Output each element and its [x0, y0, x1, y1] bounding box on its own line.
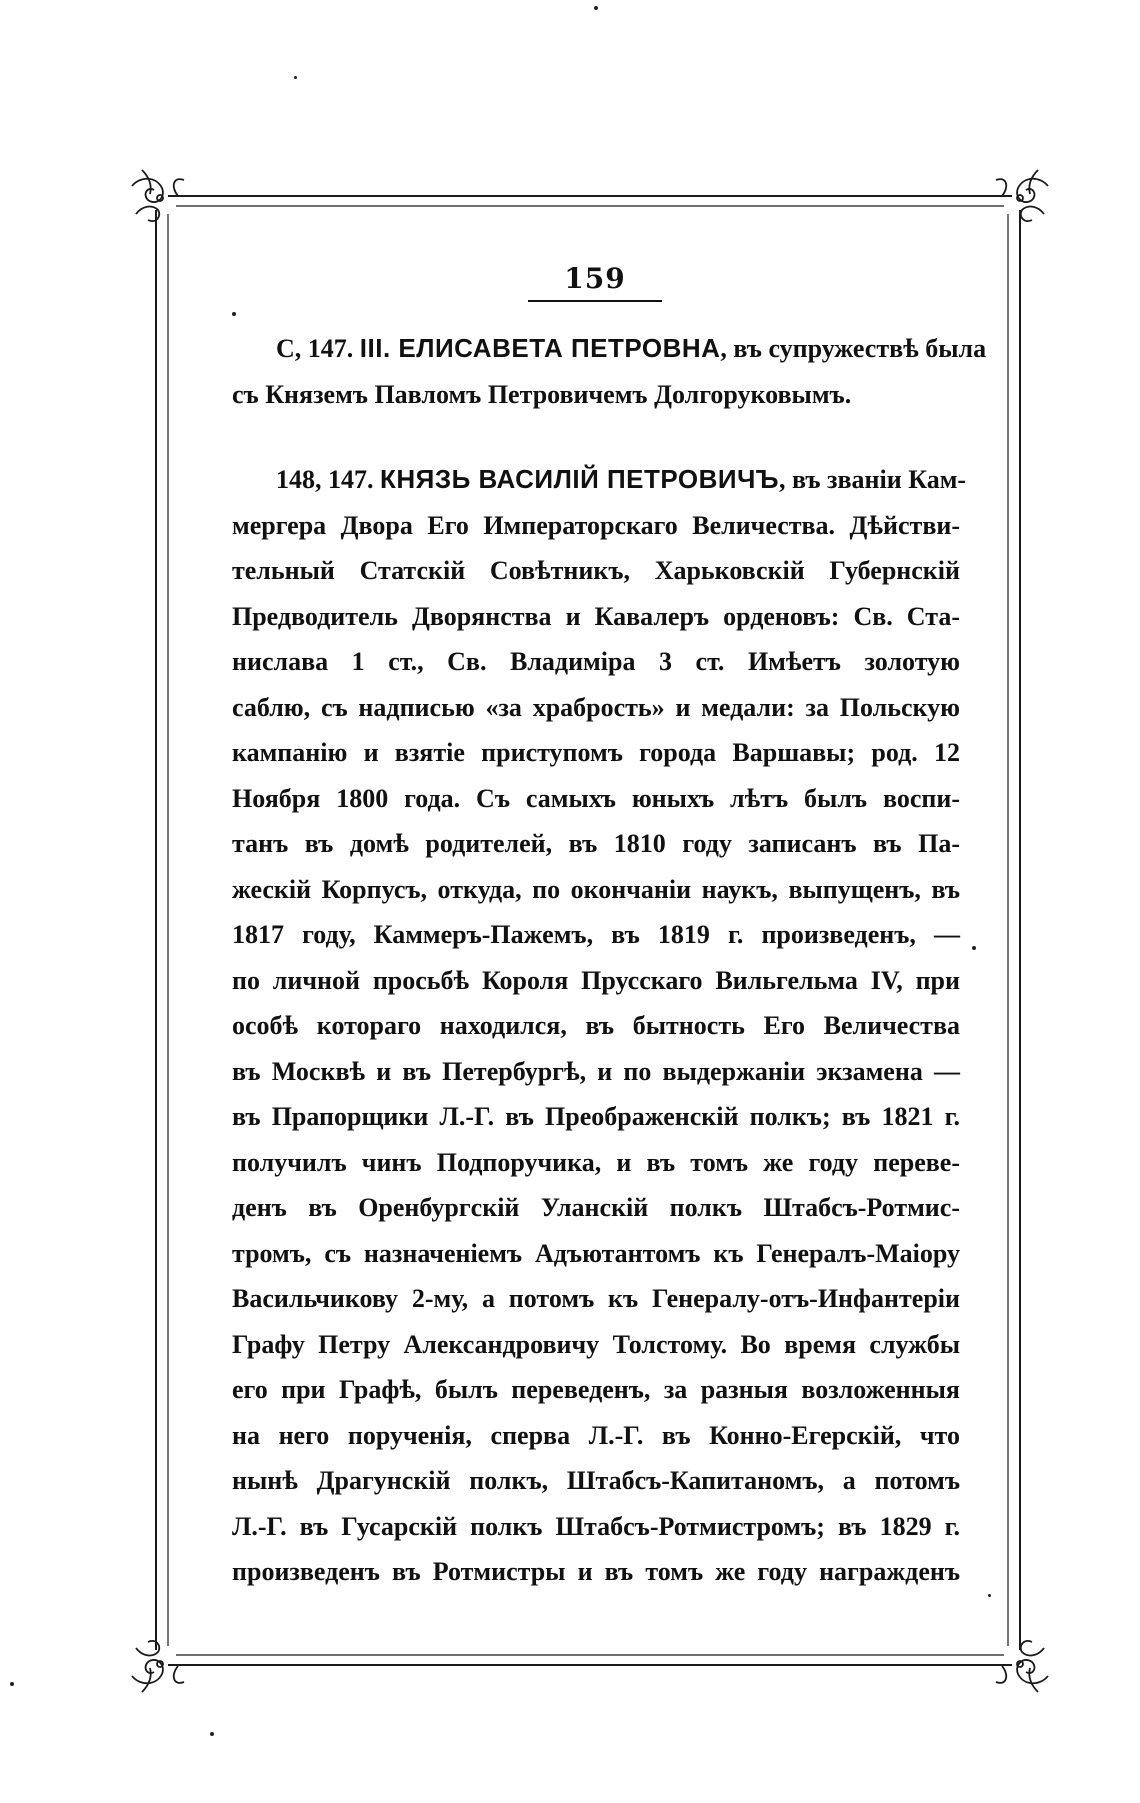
text-line: нислава 1 ст., Св. Владиміра 3 ст. Имѣетъ золотую: [232, 647, 960, 676]
text-line: танъ въ домѣ родителей, въ 1810 году записанъ въ Па-: [232, 829, 960, 858]
entry-heading-name: III. ЕЛИСАВЕТА ПЕТРОВНА: [359, 333, 721, 363]
print-speck: [972, 946, 976, 950]
print-speck: [10, 1682, 14, 1686]
text-line: Л.-Г. въ Гусарскій полкъ Штабсъ-Ротмистромъ; въ 1829 г.: [232, 1511, 960, 1541]
print-speck: [988, 1594, 991, 1597]
print-speck: [232, 312, 236, 316]
print-speck: [210, 1732, 214, 1736]
text-line: особѣ котораго находился, въ бытность Его Величества: [232, 1011, 960, 1040]
text-line: въ Прапорщики Л.-Г. въ Преображенскій полкъ; въ 1821 г.: [232, 1102, 960, 1131]
entry-vasily: [232, 457, 967, 1595]
entry-text: , въ званіи Кам-: [778, 465, 967, 494]
entry-number: 148, 147.: [276, 465, 380, 494]
text-line: Ноября 1800 года. Съ самыхъ юныхъ лѣтъ былъ воспи-: [232, 783, 960, 813]
text-line: саблю, съ надписью «за храбрость» и медали: за Польскую: [232, 692, 960, 722]
corner-flourish-bottom-left: [132, 1641, 184, 1692]
text-line: по личной просьбѣ Короля Прусскаго Вильгельма IV, при: [232, 965, 960, 995]
text-line: Васильчикову 2-му, а потомъ къ Генералу-отъ-Инфантеріи: [232, 1284, 960, 1313]
entry-number: С, 147.: [276, 334, 360, 363]
text-line: кампанію и взятіе приступомъ города Варшавы; род. 12: [232, 738, 960, 767]
text-line: получилъ чинъ Подпоручика, и въ томъ же году переве-: [232, 1147, 960, 1177]
text-line: 1817 году, Каммеръ-Пажемъ, въ 1819 г. произведенъ, —: [232, 920, 960, 949]
page-body: [232, 326, 987, 1595]
entry-elisaveta: [232, 326, 987, 417]
text-line: жескій Корпусъ, откуда, по окончаніи наукъ, выпущенъ, въ: [232, 874, 960, 904]
text-line: Предводитель Дворянства и Кавалеръ орденовъ: Св. Ста-: [232, 601, 960, 631]
text-line: съ Княземъ Павломъ Петровичемъ Долгоруковымъ.: [232, 379, 852, 409]
text-line: въ Москвѣ и въ Петербургѣ, и по выдержаніи экзамена —: [232, 1056, 960, 1086]
entry-heading-name: КНЯЗЬ ВАСИЛІЙ ПЕТРОВИЧЪ: [380, 464, 779, 494]
text-line: произведенъ въ Ротмистры и въ томъ же году награжденъ: [232, 1557, 960, 1586]
print-speck: [294, 76, 297, 79]
page-number: 159: [564, 262, 626, 295]
text-line: [232, 457, 967, 503]
text-line: денъ въ Оренбургскій Уланскій полкъ Штабсъ-Ротмис-: [232, 1193, 960, 1222]
page-number-rule: [528, 300, 662, 302]
corner-flourish-bottom-right: [996, 1641, 1048, 1692]
text-line: его при Графѣ, былъ переведенъ, за разныя возложенныя: [232, 1375, 960, 1404]
text-line: на него порученія, сперва Л.-Г. въ Конно-Егерскій, что: [232, 1420, 960, 1450]
text-line: тельный Статскій Совѣтникъ, Харьковскій Губернскій: [232, 556, 960, 585]
text-line: нынѣ Драгунскій полкъ, Штабсъ-Капитаномъ, а потомъ: [232, 1466, 960, 1495]
text-line: Графу Петру Александровичу Толстому. Во время службы: [232, 1329, 960, 1359]
text-line: тромъ, съ назначеніемъ Адъютантомъ къ Генералъ-Маіору: [232, 1238, 960, 1268]
text-line: мергера Двора Его Императорскаго Величества. Дѣйстви-: [232, 510, 960, 540]
entry-text: , въ супружествѣ была: [720, 334, 987, 363]
text-line: [232, 326, 987, 372]
print-speck: [594, 6, 598, 10]
paragraph-gap: [232, 417, 960, 457]
